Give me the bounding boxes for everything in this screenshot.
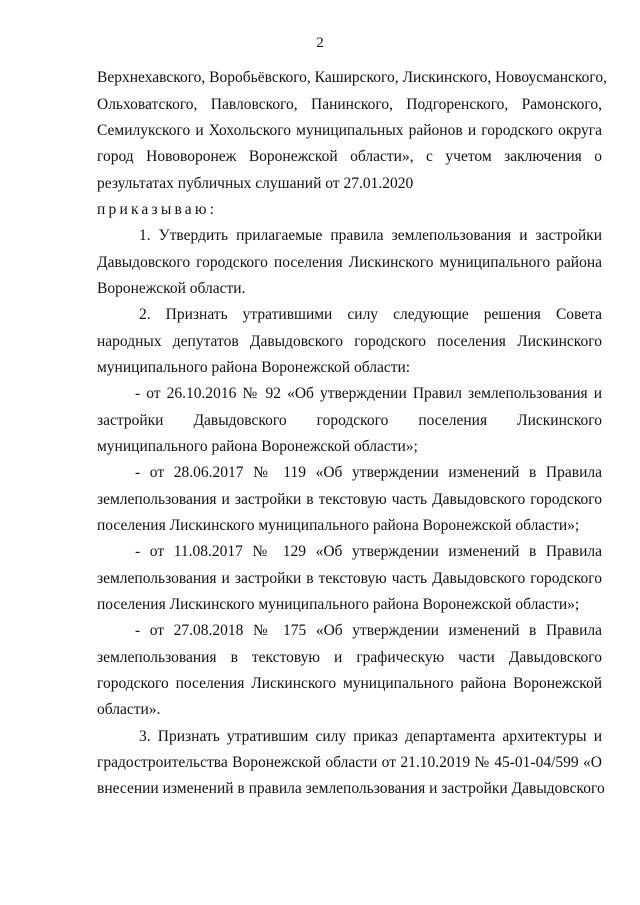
text-line: приказываю: (97, 201, 218, 218)
text-line: землепользования и застройки в текстовую часть Давыдовского городского (97, 570, 602, 587)
text-line: поселения Лискинского муниципального района Воронежской области»; (97, 596, 580, 613)
text-line: Ольховатского, Павловского, Панинского, Подгоренского, Рамонского, (97, 96, 602, 113)
text-line: город Нововоронеж Воронежской области», с учетом заключения о (97, 148, 602, 165)
text-line: Семилукского и Хохольского муниципальных районов и городского округа (97, 122, 602, 139)
list-item-first-line: - от 11.08.2017 № 129 «Об утверждении изменений в Правила (135, 543, 602, 560)
paragraph-1-first-line: 1. Утвердить прилагаемые правила землепользования и застройки (139, 227, 602, 244)
text-line: внесении изменений в правила землепользования и застройки Давыдовского (97, 780, 605, 797)
text-line: землепользования и застройки в текстовую часть Давыдовского городского (97, 491, 602, 508)
text-line: муниципального района Воронежской области»; (97, 438, 418, 455)
text-line: Давыдовского городского поселения Лискинского муниципального района (97, 254, 602, 271)
text-line: области». (97, 701, 161, 718)
paragraph-2-first-line: 2. Признать утратившими силу следующие решения Совета (139, 306, 602, 323)
text-line: муниципального района Воронежской области: (97, 359, 411, 376)
paragraph-3-first-line: 3. Признать утратившим силу приказ департамента архитектуры и (139, 728, 602, 745)
text-line: землепользования в текстовую и графическую части Давыдовского (97, 649, 602, 666)
list-item-first-line: - от 27.08.2018 № 175 «Об утверждении изменений в Правила (135, 622, 602, 639)
list-item-first-line: - от 26.10.2016 № 92 «Об утверждении Правил землепользования и (135, 385, 602, 402)
text-line: Верхнехавского, Воробьёвского, Каширского, Лискинского, Новоусманского, (97, 69, 607, 86)
text-line: народных депутатов Давыдовского городского поселения Лискинского (97, 333, 602, 350)
text-line: градостроительства Воронежской области от 21.10.2019 № 45-01-04/599 «О (97, 754, 602, 771)
list-item-first-line: - от 28.06.2017 № 119 «Об утверждении изменений в Правила (135, 464, 602, 481)
page-number: 2 (316, 35, 324, 51)
text-line: застройки Давыдовского городского поселения Лискинского (97, 412, 602, 429)
text-line: городского поселения Лискинского муниципального района Воронежской (97, 675, 602, 692)
text-line: результатах публичных слушаний от 27.01.2020 (97, 175, 414, 192)
text-line: Воронежской области. (97, 280, 246, 297)
text-line: поселения Лискинского муниципального района Воронежской области»; (97, 517, 580, 534)
